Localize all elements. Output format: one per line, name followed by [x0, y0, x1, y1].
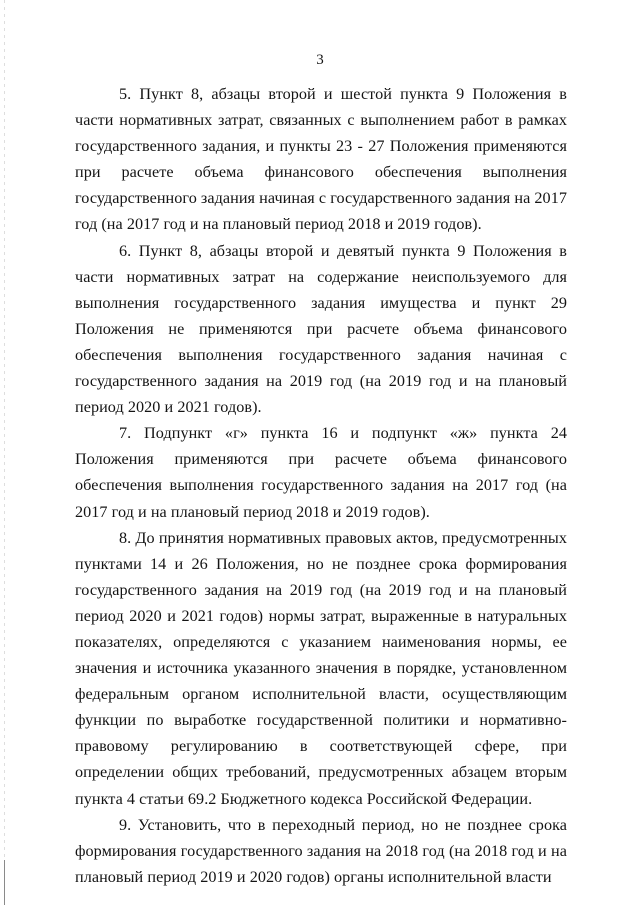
paragraph-5: [75, 81, 567, 238]
paragraph-6-text: 6. Пункт 8, абзацы второй и девятый пункта 9 Положения в части нормативных затрат на содержание неиспользуемого для выполнения государственного задания имущества и пункт 29 Положения не применяются при расчете объема финансового обеспечения выполнения государственного задания начиная с государственного задания на 2019 год (на 2019 год и на плановый период 2020 и 2021 годов).: [75, 241, 567, 417]
paragraph-7: [75, 420, 567, 524]
paragraph-6: [75, 238, 567, 421]
paragraph-5-text: 5. Пункт 8, абзацы второй и шестой пункта 9 Положения в части нормативных затрат, связанных с выполнением работ в рамках государственного задания, и пункты 23 - 27 Положения применяются при расчете объема финансового обеспечения выполнения государственного задания начиная с государственного задания на 2017 год (на 2017 год и на плановый период 2018 и 2019 годов).: [75, 85, 567, 234]
document-body: [75, 81, 567, 890]
page-number: 3: [316, 52, 324, 68]
paragraph-8: [75, 525, 567, 812]
paragraph-9: [75, 812, 567, 890]
scan-edge-mark: [4, 860, 5, 905]
paragraph-8-text: 8. До принятия нормативных правовых актов, предусмотренных пунктами 14 и 26 Положения, но не позднее срока формирования государственного задания на 2019 год (на 2019 год и на плановый период 2020 и 2021 годов) нормы затрат, выраженные в натуральных показателях, определяются с указанием наименования нормы, ее значения и источника указанного значения в порядке, установленном федеральным органом исполнительной власти, осуществляющим функции по выработке государственной политики и нормативно-правовому регулированию в соответствующей сфере, при определении общих требований, предусмотренных абзацем вторым пункта 4 статьи 69.2 Бюджетного кодекса Российской Федерации.: [75, 528, 567, 808]
paragraph-9-text: 9. Установить, что в переходный период, но не позднее срока формирования государственного задания на 2018 год (на 2018 год и на плановый период 2019 и 2020 годов) органы исполнительной власти: [75, 815, 567, 886]
paragraph-7-text: 7. Подпункт «г» пункта 16 и подпункт «ж» пункта 24 Положения применяются при расчете объема финансового обеспечения выполнения государственного задания на 2017 год (на 2017 год и на плановый период 2018 и 2019 годов).: [75, 424, 567, 521]
scan-edge-line: [4, 0, 5, 905]
